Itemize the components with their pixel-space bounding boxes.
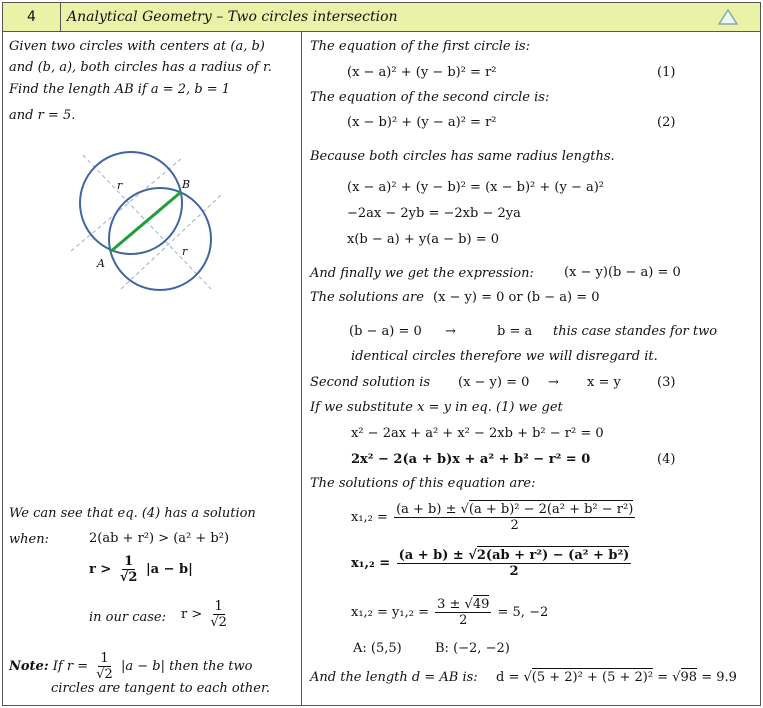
root-formula-1: x₁,₂ = $\frac{\text{(a + b) ± √(a + b)² − 2(a² + b² − r²)}}{2}$ xyxy=(351,502,634,533)
quadratic-expanded: x² − 2ax + a² + x² − 2xb + b² − r² = 0 xyxy=(351,426,604,441)
case-lhs: r > xyxy=(181,607,203,622)
length-d: d = xyxy=(496,670,520,685)
case-1-note: this case standes for two xyxy=(553,324,718,339)
case-label: in our case: xyxy=(89,610,166,625)
problem-line-1: Given two circles with centers at (a, b) xyxy=(9,39,265,54)
label-r-2: r xyxy=(182,245,188,258)
root-formula-3: x₁,₂ = y₁,₂ = $\frac{3 \pm √49}{2}$ = 5, −2 xyxy=(351,597,549,628)
label-point-a: A xyxy=(97,257,105,270)
lesson-title: Analytical Geometry – Two circles intersection xyxy=(67,9,398,25)
solutions-expression: (x − y) = 0 or (b − a) = 0 xyxy=(433,290,600,305)
condition-numerator: 1 xyxy=(124,554,134,569)
step-3: x(b − a) + y(a − b) = 0 xyxy=(347,232,500,247)
root-2-denominator: 2 xyxy=(509,564,519,579)
quadratic-equation: 2x² − 2(a + b)x + a² + b² − r² = 0 xyxy=(351,452,591,467)
segment-ab xyxy=(110,192,181,252)
case-numerator: 1 xyxy=(214,599,223,614)
note-if: If r = xyxy=(52,659,89,674)
first-circle-text: The equation of the first circle is: xyxy=(310,39,530,54)
note-label: Note: xyxy=(9,659,49,674)
second-solution-result: x = y xyxy=(587,375,621,390)
label-point-b: B xyxy=(182,178,191,191)
condition-lhs: r > xyxy=(89,562,112,577)
equation-3-number: (3) xyxy=(657,375,676,390)
expression-text: And finally we get the expression: xyxy=(310,266,534,281)
root-1-radicand: (a + b)² − 2(a² + b² − r²) xyxy=(468,502,634,517)
root-1-num-pre: (a + b) ± xyxy=(396,502,457,517)
root-3-radicand: 49 xyxy=(472,597,490,612)
length-radicand: (5 + 2)² + (5 + 2)² xyxy=(531,670,654,685)
note-line-1 xyxy=(9,651,252,682)
same-radius-text: Because both circles has same radius lengths. xyxy=(310,149,615,164)
note-rest: |a − b| then the two xyxy=(120,659,253,674)
length-result: = 9.9 xyxy=(701,670,737,685)
condition-formula xyxy=(89,554,193,585)
when-expression: 2(ab + r²) > (a² + b²) xyxy=(89,531,230,546)
root-formula-2: x₁,₂ = $\frac{\text{(a + b) ± √2(ab + r²) − (a² + b²)}}{2}$ xyxy=(351,548,630,579)
header-bar xyxy=(3,3,760,32)
expression: (x − y)(b − a) = 0 xyxy=(564,265,681,280)
second-solution-expression: (x − y) = 0 xyxy=(458,375,530,390)
solutions-of-equation-text: The solutions of this equation are: xyxy=(310,476,536,491)
step-1: (x − a)² + (y − b)² = (x − b)² + (y − a)² xyxy=(347,180,605,195)
note-denominator: √2 xyxy=(96,667,113,682)
length-text: And the length d = AB is: xyxy=(310,670,478,685)
when-label: when: xyxy=(9,532,49,547)
equation-2: (x − b)² + (y − a)² = r² xyxy=(347,115,497,130)
two-circles-figure xyxy=(63,151,223,291)
note-line-2: circles are tangent to each other. xyxy=(51,681,270,696)
solution-text: We can see that eq. (4) has a solution xyxy=(9,506,256,521)
length-equals: = xyxy=(657,670,669,685)
case-1-arrow: → xyxy=(445,324,456,339)
root-2-lhs: x₁,₂ = xyxy=(351,556,391,571)
solutions-text: The solutions are xyxy=(310,290,424,305)
problem-line-2: and (b, a), both circles has a radius of r. xyxy=(9,60,272,75)
condition-rhs: |a − b| xyxy=(145,562,193,577)
lesson-number: 4 xyxy=(3,3,61,31)
root-1-lhs: x₁,₂ = xyxy=(351,510,388,525)
case-1-equation: (b − a) = 0 xyxy=(349,324,422,339)
condition-denominator: √2 xyxy=(119,570,138,585)
equation-1: (x − a)² + (y − b)² = r² xyxy=(347,65,497,80)
equation-2-number: (2) xyxy=(657,115,676,130)
problem-line-4: and r = 5. xyxy=(9,108,76,123)
triangle-up-outline-icon[interactable] xyxy=(718,9,738,25)
case-1-note-2: identical circles therefore we will disregard it. xyxy=(351,349,658,364)
root-3-result: = 5, −2 xyxy=(497,605,549,620)
case-formula xyxy=(181,599,231,630)
case-1-result: b = a xyxy=(497,324,533,339)
root-3-num-pre: 3 ± xyxy=(437,597,461,612)
root-2-radicand: 2(ab + r²) − (a² + b²) xyxy=(476,548,630,563)
root-3-lhs: x₁,₂ = y₁,₂ = xyxy=(351,605,429,620)
root-2-num-pre: (a + b) ± xyxy=(398,548,464,563)
second-solution-arrow: → xyxy=(548,375,559,390)
point-b: B: (−2, −2) xyxy=(435,641,510,656)
second-solution-text: Second solution is xyxy=(310,375,431,390)
root-1-denominator: 2 xyxy=(510,518,519,533)
note-numerator: 1 xyxy=(100,651,109,666)
column-divider xyxy=(301,32,302,706)
length-formula: d = √(5 + 2)² + (5 + 2)² = √98 = 9.9 xyxy=(496,670,737,685)
lesson-frame xyxy=(2,2,761,706)
root-3-denominator: 2 xyxy=(459,613,468,628)
point-a: A: (5,5) xyxy=(353,641,402,656)
length-radicand-2: 98 xyxy=(680,670,698,685)
substitute-text: If we substitute x = y in eq. (1) we get xyxy=(310,400,563,415)
equation-4-number: (4) xyxy=(657,452,676,467)
equation-1-number: (1) xyxy=(657,65,676,80)
problem-line-3: Find the length AB if a = 2, b = 1 xyxy=(9,82,231,97)
label-r-1: r xyxy=(117,179,123,192)
step-2: −2ax − 2yb = −2xb − 2ya xyxy=(347,206,521,221)
second-circle-text: The equation of the second circle is: xyxy=(310,90,550,105)
case-denominator: √2 xyxy=(210,615,227,630)
